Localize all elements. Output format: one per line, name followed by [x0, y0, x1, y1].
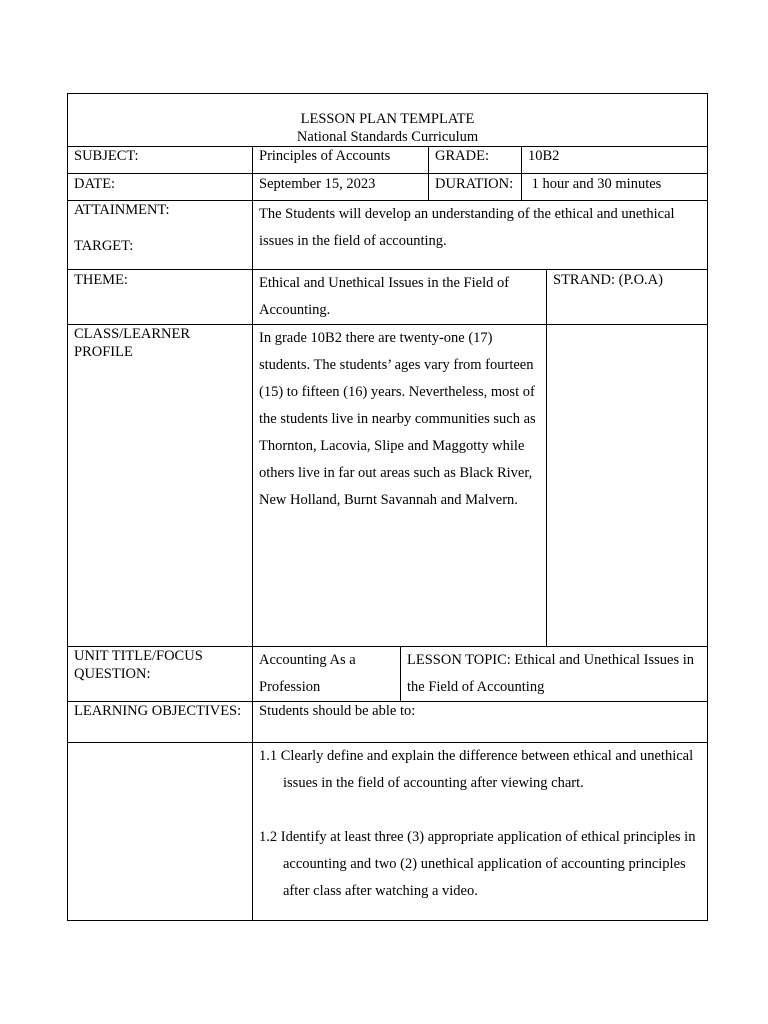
objectives-list — [253, 743, 708, 921]
attainment-value: The Students will develop an understanding of the ethical and unethical issues in the field of accounting. — [253, 201, 708, 270]
subject-row — [68, 147, 708, 174]
grade-value: 10B2 — [522, 147, 708, 174]
profile-label: CLASS/LEARNER PROFILE — [68, 325, 253, 647]
subject-label: SUBJECT: — [68, 147, 253, 174]
date-row — [68, 174, 708, 201]
objective-item: 1.1 Clearly define and explain the difference between ethical and unethical issues in the field of accounting after viewing chart. — [259, 748, 694, 791]
profile-value: In grade 10B2 there are twenty-one (17) students. The students’ ages vary from fourteen (15) to fifteen (16) years. Nevertheless, most of the students live in nearby communities such as Thornton, Lacovia, Slipe and Maggotty while others live in far out areas such as Black River, New Holland, Burnt Savannah and Malvern. — [253, 325, 547, 647]
objectives-list-row — [68, 743, 708, 921]
lesson-plan-table — [67, 93, 708, 921]
grade-label: GRADE: — [429, 147, 522, 174]
theme-label: THEME: — [68, 270, 253, 325]
attainment-row — [68, 201, 708, 270]
subject-value: Principles of Accounts — [253, 147, 429, 174]
date-value: September 15, 2023 — [253, 174, 429, 201]
objectives-row — [68, 702, 708, 743]
objective-item: 1.2 Identify at least three (3) appropriate application of ethical principles in accounting and two (2) unethical application of accounting principles after class after watching a video. — [259, 829, 696, 899]
date-label: DATE: — [68, 174, 253, 201]
objectives-intro: Students should be able to: — [253, 702, 708, 743]
attainment-label-cell — [68, 201, 253, 270]
attainment-label: ATTAINMENT: — [74, 202, 170, 218]
objectives-label: LEARNING OBJECTIVES: — [68, 702, 253, 743]
unit-label: UNIT TITLE/FOCUS QUESTION: — [68, 647, 253, 702]
unit-value: Accounting As a Profession — [253, 647, 401, 702]
target-label: TARGET: — [74, 238, 134, 254]
theme-row — [68, 270, 708, 325]
header-row — [68, 94, 708, 147]
profile-empty-cell — [547, 325, 708, 647]
unit-row — [68, 647, 708, 702]
theme-value: Ethical and Unethical Issues in the Field of Accounting. — [253, 270, 547, 325]
strand-label: STRAND: (P.O.A) — [547, 270, 708, 325]
lesson-topic: LESSON TOPIC: Ethical and Unethical Issues in the Field of Accounting — [401, 647, 708, 702]
duration-value: 1 hour and 30 minutes — [522, 174, 708, 201]
objectives-empty-cell — [68, 743, 253, 921]
header-cell — [68, 94, 708, 147]
lesson-plan-document — [67, 93, 707, 921]
document-subtitle: National Standards Curriculum — [296, 129, 479, 145]
document-title: LESSON PLAN TEMPLATE — [300, 111, 475, 127]
profile-row — [68, 325, 708, 647]
duration-label: DURATION: — [429, 174, 522, 201]
